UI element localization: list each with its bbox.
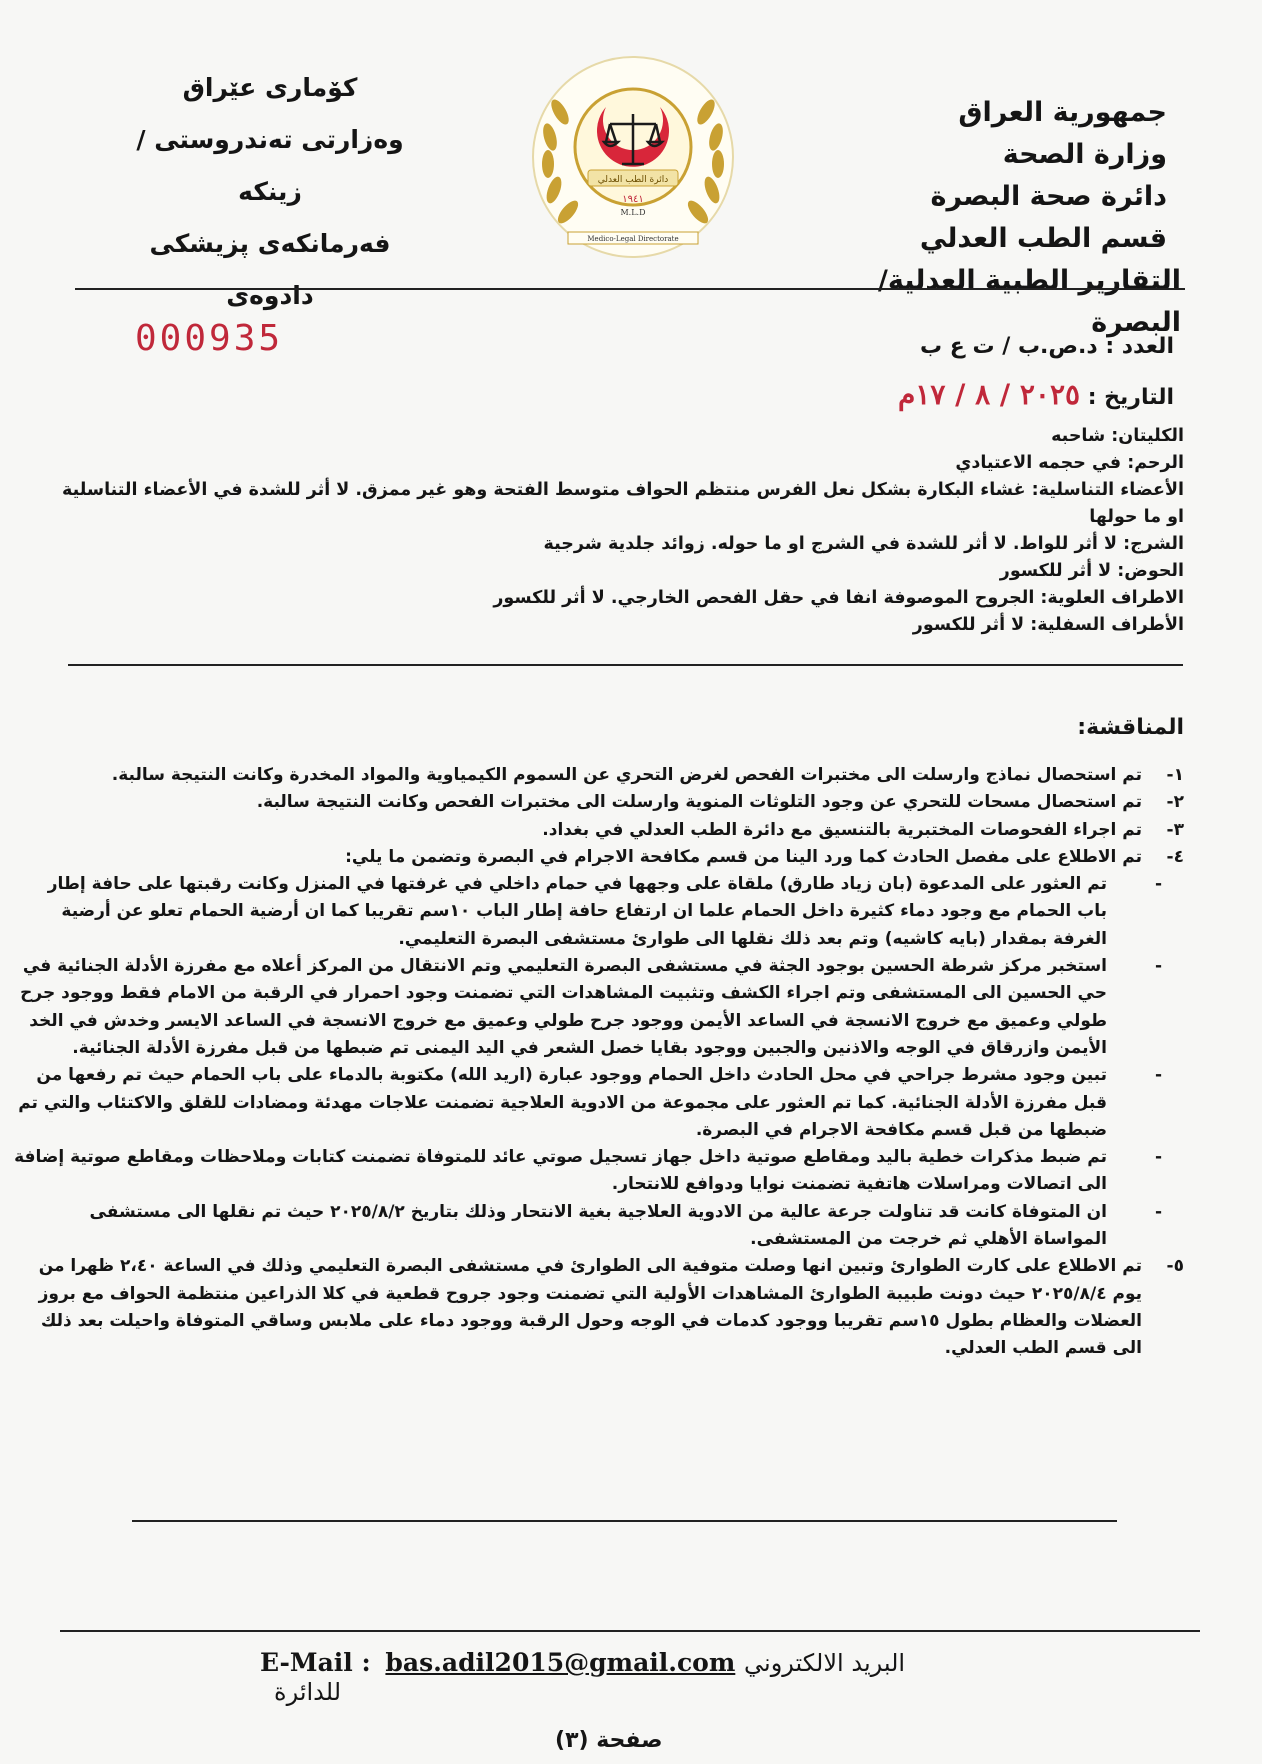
discussion-item-5 [14, 1253, 1184, 1362]
serial-number: 000935 [135, 318, 284, 359]
bullet-dash: - [1154, 956, 1162, 977]
arabic-header-line1: جمهورية العراق [958, 97, 1167, 128]
logo-abbr: M.L.D [620, 208, 646, 217]
bullet-dash: - [1154, 1201, 1162, 1222]
discussion-item-1 [14, 762, 1184, 789]
item-number: ٢- [1166, 792, 1184, 813]
subitem-text: تم العثور على المدعوة (بان زياد طارق) ملقاة على وجهها في حمام داخلي في غرفتها في المنزل وكانت رقبتها على حافة إطار باب الحمام مع وجود دماء كثيرة داخل الحمام علما ان ارتفاع حافة إطار الباب ١٠سم تقريبا كما ان أرضية الحمام تعلو عن أرضية الغرفة بمقدار (بايه كاشيه) وتم بعد ذلك نقلها الى طوارئ مستشفى البصرة التعليمي. [47, 874, 1107, 949]
kurdish-header-line2: وەزارتی تەندروستی / زینکە [136, 125, 404, 206]
date-label: التاريخ : [1087, 385, 1174, 410]
arabic-header-line4: قسم الطب العدلي [919, 223, 1167, 254]
arabic-header-line2: وزارة الصحة [1002, 139, 1167, 170]
exam-findings [44, 423, 1184, 639]
footer-divider [60, 1630, 1200, 1632]
subitem-text: استخبر مركز شرطة الحسين بوجود الجثة في مستشفى البصرة التعليمي وتم الانتقال من المركز أعلاه مع مفرزة الأدلة الجنائية في حي الحسين الى المستشفى وتم اجراء الكشف وتثبيت المشاهدات التي تضمنت وجود احمرار في الرقبة من الامام فقط ووجود جرح طولي وعميق مع خروج الانسجة في الساعد الأيمن ووجود جرح طولي وعميق مع خروج الانسجة في الساعد الايسر وخدش في الخد الأيمن وازرقاق في الوجه والاذنين والجبين ووجود بقايا خصل الشعر في اليد اليمنى تم ضبطها من قبل مفرزة الأدلة الجنائية. [20, 956, 1107, 1058]
item-number: ٥- [1166, 1256, 1184, 1277]
bullet-dash: - [1154, 1065, 1162, 1086]
header-divider [75, 288, 1185, 290]
end-divider [132, 1520, 1117, 1522]
section-divider [68, 664, 1183, 666]
finding-lower-limbs: الأطراف السفلية: لا أثر للكسور [912, 615, 1184, 635]
discussion-item-4 [14, 844, 1184, 871]
item-text: تم استحصال مسحات للتحري عن وجود التلوثات المنوية وارسلت الى مختبرات الفحص وكانت النتيجة سالبة. [256, 792, 1142, 813]
item-text: تم اجراء الفحوصات المختبرية بالتنسيق مع دائرة الطب العدلي في بغداد. [542, 819, 1142, 840]
email-label: E-Mail : [260, 1648, 371, 1677]
logo-year: ١٩٤١ [622, 194, 644, 205]
discussion-title: المناقشة: [1077, 715, 1184, 740]
discussion-body [14, 762, 1184, 1363]
date-value: ٢٠٢٥ / ٨ / ١٧م [897, 378, 1081, 411]
item-number: ٣- [1166, 819, 1184, 840]
finding-upper-limbs: الاطراف العلوية: الجروح الموصوفة انفا في حقل الفحص الخارجي. لا أثر للكسور [493, 588, 1184, 608]
discussion-subitem [14, 1062, 1162, 1144]
discussion-subitem [14, 1144, 1162, 1199]
discussion-subitem [14, 953, 1162, 1062]
discussion-subitem [14, 871, 1162, 953]
kurdish-header [105, 62, 435, 322]
number-line: العدد : د.ص.ب / ت ع ب [920, 334, 1174, 359]
medico-legal-logo [528, 52, 738, 262]
bullet-dash: - [1154, 874, 1162, 895]
finding-uterus: الرحم: في حجمه الاعتيادي [955, 453, 1184, 473]
logo-caption: Medico-Legal Directorate [587, 235, 679, 243]
footer-email [260, 1648, 980, 1706]
item-number: ١- [1166, 765, 1184, 785]
item-text: تم الاطلاع على كارت الطوارئ وتبين انها وصلت متوفية الى الطوارئ في مستشفى البصرة التعليمي وذلك في الساعة ٢،٤٠ ظهرا من يوم ٢٠٢٥/٨/٤ حيث دونت طبيبة الطوارئ المشاهدات الأولية التي تضمنت وجود جروح قطعية في كلا الذراعين منتظمة الحواف مع بروز العضلات والعظام بطول ١٥سم تقريبا ووجود كدمات في الوجه وحول الرقبة ووجود دماء على ملابس وساقي المتوفاة واحيلت بعد ذلك الى قسم الطب العدلي. [38, 1256, 1142, 1359]
finding-kidneys: الكليتان: شاحبه [1051, 426, 1184, 446]
subitem-text: تبين وجود مشرط جراحي في محل الحادث داخل الحمام ووجود عبارة (اريد الله) مكتوبة بالدماء على باب الحمام حيث تم رفعها من قبل مفرزة الأدلة الجنائية. كما تم العثور على مجموعة من الادوية العلاجية تضمنت علاجات مهدئة ومضادات للقلق والاكتئاب والتي تم ضبطها من قبل قسم مكافحة الاجرام في البصرة. [18, 1065, 1107, 1140]
finding-genitals: الأعضاء التناسلية: غشاء البكارة بشكل نعل الفرس منتظم الحواف متوسط الفتحة وهو غير ممزق. لا أثر للشدة في الأعضاء التناسلية او ما حولها [61, 480, 1184, 527]
discussion-item-3 [14, 817, 1184, 844]
date-line [898, 378, 1174, 411]
email-arabic-label: البريد الالكتروني للدائرة [274, 1649, 906, 1706]
arabic-header [807, 92, 1181, 344]
finding-pelvis: الحوض: لا أثر للكسور [999, 561, 1184, 581]
item-text: تم استحصال نماذج وارسلت الى مختبرات الفحص لغرض التحري عن السموم الكيمياوية والمواد المخدرة وكانت النتيجة سالبة. [111, 765, 1142, 785]
arabic-header-line5: التقارير الطبية العدلية/البصرة [878, 265, 1181, 338]
arabic-header-line3: دائرة صحة البصرة [930, 181, 1167, 212]
subitem-text: تم ضبط مذكرات خطية باليد ومقاطع صوتية داخل جهاز تسجيل صوتي عائد للمتوفاة تضمنت كتابات وملاحظات ومقاطع صوتية إضافة الى اتصالات ومراسلات هاتفية تضمنت نوايا ودوافع للانتحار. [14, 1147, 1107, 1195]
item-text: تم الاطلاع على مفصل الحادث كما ورد الينا من قسم مكافحة الاجرام في البصرة وتضمن ما يلي: [345, 846, 1142, 867]
subitem-text: ان المتوفاة كانت قد تناولت جرعة عالية من الادوية العلاجية بغية الانتحار وذلك بتاريخ ٢٠٢٥/٨/٢ حيث تم نقلها الى مستشفى المواساة الأهلي ثم خرجت من المستشفى. [89, 1201, 1107, 1250]
kurdish-header-line1: كۆماری عێراق [182, 73, 358, 102]
item-number: ٤- [1166, 846, 1184, 867]
bullet-dash: - [1154, 1147, 1162, 1168]
logo-center-text: دائرة الطب العدلي [597, 175, 669, 185]
kurdish-header-line3: فەرمانكەی پزیشكی دادوەی [149, 229, 391, 310]
email-link[interactable]: bas.adil2015@gmail.com [385, 1648, 736, 1677]
page-number: صفحة (٣) [555, 1728, 663, 1753]
discussion-subitem [14, 1199, 1162, 1254]
finding-anus: الشرج: لا أثر للواط. لا أثر للشدة في الشرج او ما حوله. زوائد جلدية شرجية [543, 534, 1184, 554]
discussion-item-2 [14, 789, 1184, 816]
